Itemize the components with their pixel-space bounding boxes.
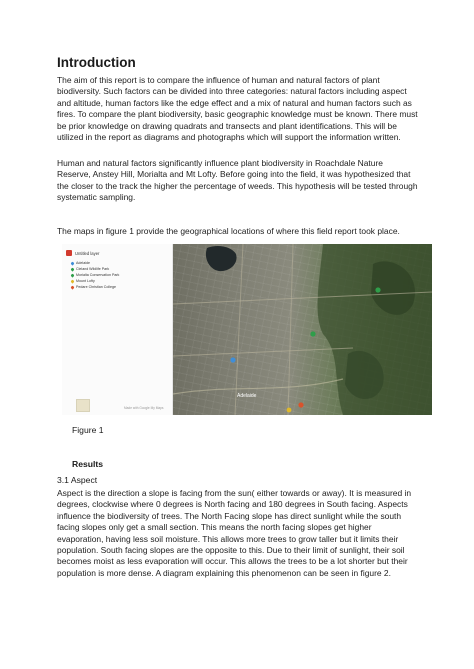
road-line (173, 348, 353, 356)
map-pin-icon (70, 261, 74, 265)
map-thumbnail-icon[interactable] (76, 399, 90, 412)
location-label: Morialta Conservation Park (76, 273, 120, 278)
location-label: Pedare Christian College (76, 285, 116, 290)
layer-header (66, 250, 99, 256)
aspect-paragraph: Aspect is the direction a slope is facing from the sun( either towards or away). It is measured in degrees, clockwise where 0 degrees is North facing and 180 degrees in South facing. Aspects influence the biodiversity of trees. The North Facing slope has direct sunlight while the south facing slopes only get a small section. This means the north facing slopes get higher evaporation, having less soil moisture. This allows more trees to grow taller but it limits their population. South facing slopes are the opposite to this. Due to their limit of sunlight, their soil becomes moist as less evaporation will occur. This allows the trees to be a lot shorter but their population is more dense. A diagram explaining this phenomenon can be seen in figure 2. (57, 488, 412, 578)
map-pin-icon[interactable] (375, 287, 380, 292)
maps-paragraph: The maps in figure 1 provide the geographical locations of where this field report took place. (57, 226, 400, 236)
map-credit: Made with Google My Maps (124, 406, 164, 410)
page-title: Introduction (57, 55, 136, 70)
map-pin-icon (70, 273, 74, 277)
layer-title: Untitled layer (75, 250, 100, 256)
layer-checkbox[interactable] (66, 250, 72, 256)
list-item[interactable] (71, 284, 119, 290)
location-label: Cleland Wildlife Park (76, 267, 110, 272)
road-line (173, 379, 343, 394)
section-heading-results: Results (72, 459, 104, 469)
map-pin-icon (70, 285, 74, 289)
hypothesis-paragraph: Human and natural factors significantly influence plant biodiversity in Roachdale Nature Reserve, Anstey Hill, Morialta and Mt Lofty. Before going into the field, it was hypothesized that the closer to the track the higher the percentage of weeds. This hypothesis will be tested through systematic sampling. (57, 158, 418, 203)
location-label: Adelaide (76, 261, 90, 266)
map-overlay (173, 244, 432, 415)
subsection-heading-aspect: 3.1 Aspect (57, 475, 98, 485)
map-pin-icon (70, 279, 74, 283)
map-city-label: Adelaide (237, 393, 257, 399)
map-pin-icon[interactable] (298, 402, 303, 407)
map-pin-icon[interactable] (310, 331, 315, 336)
map-pin-icon[interactable] (230, 357, 235, 362)
location-list (71, 260, 119, 290)
figure-caption: Figure 1 (72, 425, 104, 435)
map-pin-icon[interactable] (287, 408, 292, 413)
figure-1-map (62, 244, 432, 415)
map-legend-panel (62, 244, 173, 415)
intro-paragraph: The aim of this report is to compare the influence of human and natural factors of plant biodiversity. Such factors can be divided into three categories: natural factors including aspect and altitude, human factors like the edge effect and a mix of natural and human factors such as fires. To compare the plant biodiversity, basic geographic knowledge must be known. There must be prior knowledge on drawing quadrats and transects and plant identifications. This will be utilized in the report as diagrams and photographs which will support the information written. (57, 75, 418, 143)
road-line (288, 244, 293, 415)
reservoir-shape (206, 246, 237, 271)
map-pin-icon (70, 267, 74, 271)
satellite-map[interactable] (173, 244, 432, 415)
location-label: Mount Lofty (76, 279, 95, 284)
